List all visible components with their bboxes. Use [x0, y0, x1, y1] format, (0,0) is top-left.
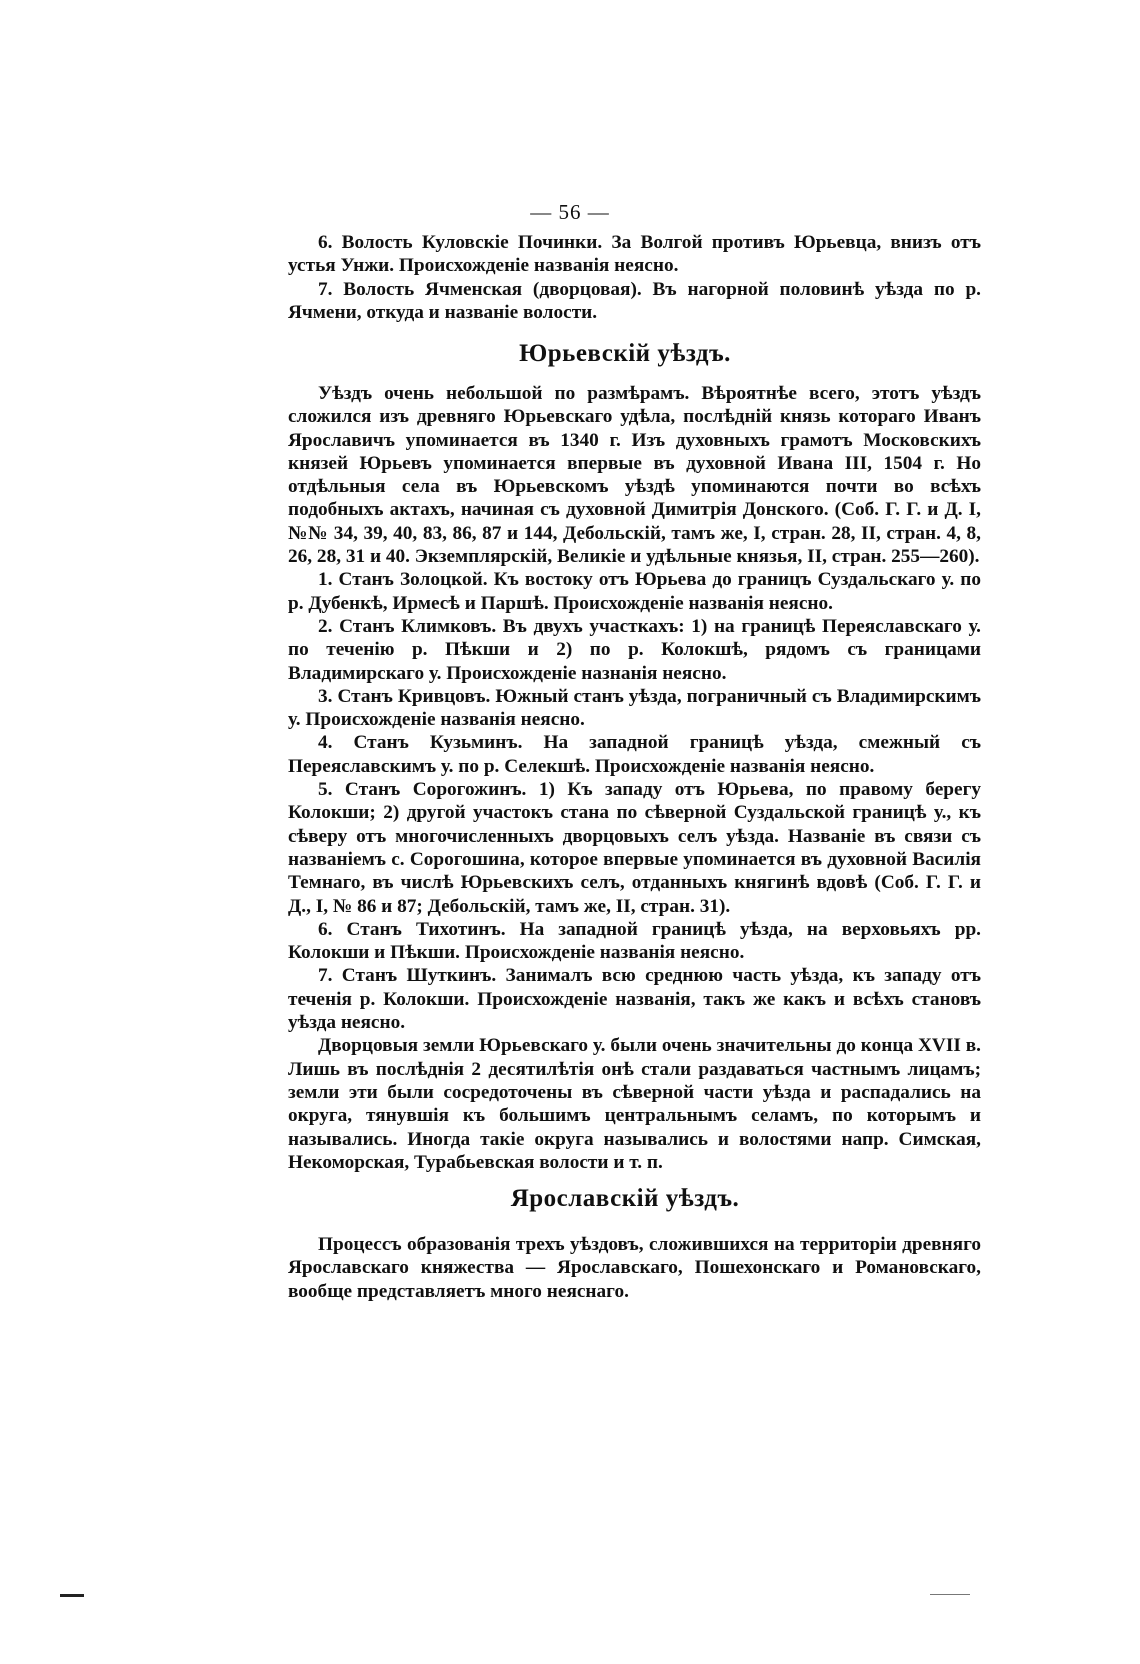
list-item: 5. Станъ Сорогожинъ. 1) Къ западу отъ Юрьева, по правому берегу Колокши; 2) другой участокъ стана по сѣверной Суздальской границѣ у., къ сѣверу отъ многочисленныхъ дворцовыхъ селъ уѣзда. Названіе въ связи съ названіемъ с. Сорогошина, которое впервые упоминается въ духовной Василія Темнаго, въ числѣ Юрьевскихъ селъ, отданныхъ княгинѣ вдовѣ (Соб. Г. Г. и Д., I, № 86 и 87; Дебольскій, тамъ же, II, стран. 31). [288, 779, 981, 917]
list-item: 7. Станъ Шуткинъ. Занималъ всю среднюю часть уѣзда, къ западу отъ теченія р. Колокши. Происхожденіе названія, такъ же какъ и всѣхъ становъ уѣзда неясно. [288, 965, 981, 1034]
top-list [288, 231, 981, 324]
list-item: 1. Станъ Золоцкой. Къ востоку отъ Юрьева до границъ Суздальскаго у. по р. Дубенкѣ, Ирмесѣ и Паршѣ. Происхожденіе названія неясно. [288, 569, 981, 614]
list-item: 3. Станъ Кривцовъ. Южный станъ уѣзда, пограничный съ Владимирскимъ у. Происхожденіе названія неясно. [288, 685, 981, 731]
section-heading-yuryev: Юрьевскій уѣздъ. [519, 340, 731, 367]
list-item: 2. Станъ Климковъ. Въ двухъ участкахъ: 1) на границѣ Переяславскаго у. по теченію р. Пѣкши и 2) по р. Колокшѣ, рядомъ съ границами Владимирскаго у. Происхожденіе назнанія неясно. [288, 615, 981, 684]
list-item: 4. Станъ Кузьминъ. На западной границѣ уѣзда, смежный съ Переяславскимъ у. по р. Селекшѣ. Происхожденіе названія неясно. [288, 732, 981, 777]
section-body-yaroslavl [288, 1233, 981, 1303]
scan-mark [60, 1594, 84, 1597]
list-item: 6. Станъ Тихотинъ. На западной границѣ уѣзда, на верховьяхъ рр. Колокши и Пѣкши. Происхожденіе названія неясно. [288, 918, 981, 964]
list-item: 6. Волость Куловскіе Починки. За Волгой противъ Юрьевца, внизъ отъ устья Унжи. Происхожденіе названія неясно. [288, 232, 981, 277]
section-body-yuryev [288, 382, 981, 1174]
closing-paragraph: Дворцовыя земли Юрьевскаго у. были очень значительны до конца XVII в. Лишь въ послѣднія 2 десятилѣтія онѣ стали раздаваться частнымъ лицамъ; земли эти были сосредоточены въ сѣверной части уѣзда и распадались на округа, тянувшія къ большимъ центральнымъ селамъ, по которымъ и назывались. Иногда такіе округа назывались и волостями напр. Симская, Некоморская, Турабьевская волости и т. п. [288, 1035, 981, 1173]
page-number: — 56 — [530, 200, 610, 224]
list-item: 7. Волость Ячменская (дворцовая). Въ нагорной половинѣ уѣзда по р. Ячмени, откуда и названіе волости. [288, 278, 981, 323]
section-intro: Уѣздъ очень небольшой по размѣрамъ. Вѣроятнѣе всего, этотъ уѣздъ сложился изъ древняго Юрьевскаго удѣла, послѣдній князь котораго Иванъ Ярославичъ упоминается въ 1340 г. Изъ духовныхъ грамотъ Московскихъ князей Юрьевъ упоминается впервые въ духовной Ивана III, 1504 г. Но отдѣльныя села въ Юрьевскомъ уѣздѣ упоминаются почти во всѣхъ подобныхъ актахъ, начиная съ духовной Димитрія Донского. (Соб. Г. Г. и Д. I, №№ 34, 39, 40, 83, 86, 87 и 144, Дебольскій, тамъ же, I, стран. 28, II, стран. 4, 8, 26, 28, 31 и 40. Экземплярскій, Великіе и удѣльные князья, II, стран. 255—260). [288, 383, 981, 568]
section-intro: Процессъ образованія трехъ уѣздовъ, сложившихся на территоріи древняго Ярославскаго княжества — Ярославскаго, Пошехонскаго и Романовскаго, вообще представляетъ много неяснаго. [288, 1234, 981, 1302]
section-heading-yaroslavl: Ярославскій уѣздъ. [510, 1185, 740, 1212]
scan-mark [930, 1594, 970, 1595]
